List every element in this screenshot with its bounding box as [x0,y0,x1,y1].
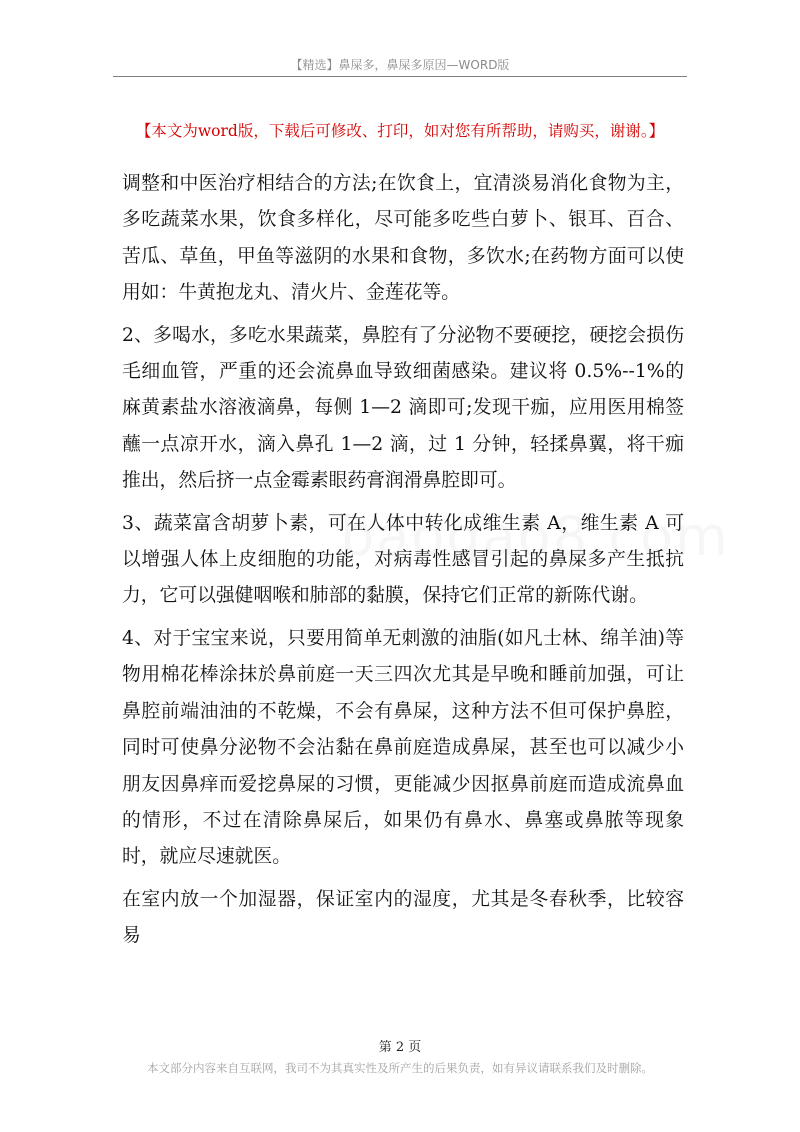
paragraph-humidifier: 在室内放一个加湿器，保证室内的湿度，尤其是冬春秋季，比较容易 [122,888,684,947]
footer-disclaimer: 本文部分内容来自互联网，我司不为其真实性及所产生的后果负责，如有异议请联系我们及时删除。 [147,1061,653,1075]
document-body [122,166,684,961]
page-number: 第 2 页 [378,1040,422,1055]
page-header: 【精选】鼻屎多，鼻屎多原因—WORD版 [290,58,510,72]
paragraph-vegetables: 3、蔬菜富含胡萝卜素，可在人体中转化成维生素 A，维生素 A 可以增强人体上皮细胞的功能，对病毒性感冒引起的鼻屎多产生抵抗力，它可以强健咽喉和肺部的黏膜，保持它们正常的新陈代谢。 [122,512,684,607]
download-notice: 【本文为word版，下载后可修改、打印，如对您有所帮助，请购买，谢谢。】 [135,122,665,140]
header-divider [113,76,687,77]
paragraph-baby-care: 4、对于宝宝来说，只要用简单无刺激的油脂(如凡士林、绵羊油)等物用棉花棒涂抹於鼻前庭一天三四次尤其是早晚和睡前加强，可让鼻腔前端油油的不乾燥，不会有鼻屎，这种方法不但可保护鼻腔，同时可使鼻分泌物不会沾黏在鼻前庭造成鼻屎，甚至也可以减少小朋友因鼻痒而爱挖鼻屎的习惯，更能减少因抠鼻前庭而造成流鼻血的情形，不过在清除鼻屎后，如果仍有鼻水、鼻塞或鼻脓等现象时，就应尽速就医。 [122,627,684,868]
paragraph-drink-water: 2、多喝水，多吃水果蔬菜，鼻腔有了分泌物不要硬挖，硬挖会损伤毛细血管，严重的还会流鼻血导致细菌感染。建议将 0.5%--1%的麻黄素盐水溶液滴鼻，每侧 1—2 滴即可;发现干痂，应用医用棉签蘸一点凉开水，滴入鼻孔 1—2 滴，过 1 分钟，轻揉鼻翼，将干痂推出，然后挤一点金霉素眼药膏润滑鼻腔即可。 [122,324,684,492]
paragraph-diet-treatment: 调整和中医治疗相结合的方法;在饮食上，宜清淡易消化食物为主，多吃蔬菜水果，饮食多样化，尽可能多吃些白萝卜、银耳、百合、苦瓜、草鱼，甲鱼等滋阴的水果和食物，多饮水;在药物方面可以使用如：牛黄抱龙丸、清火片、金莲花等。 [122,173,684,304]
